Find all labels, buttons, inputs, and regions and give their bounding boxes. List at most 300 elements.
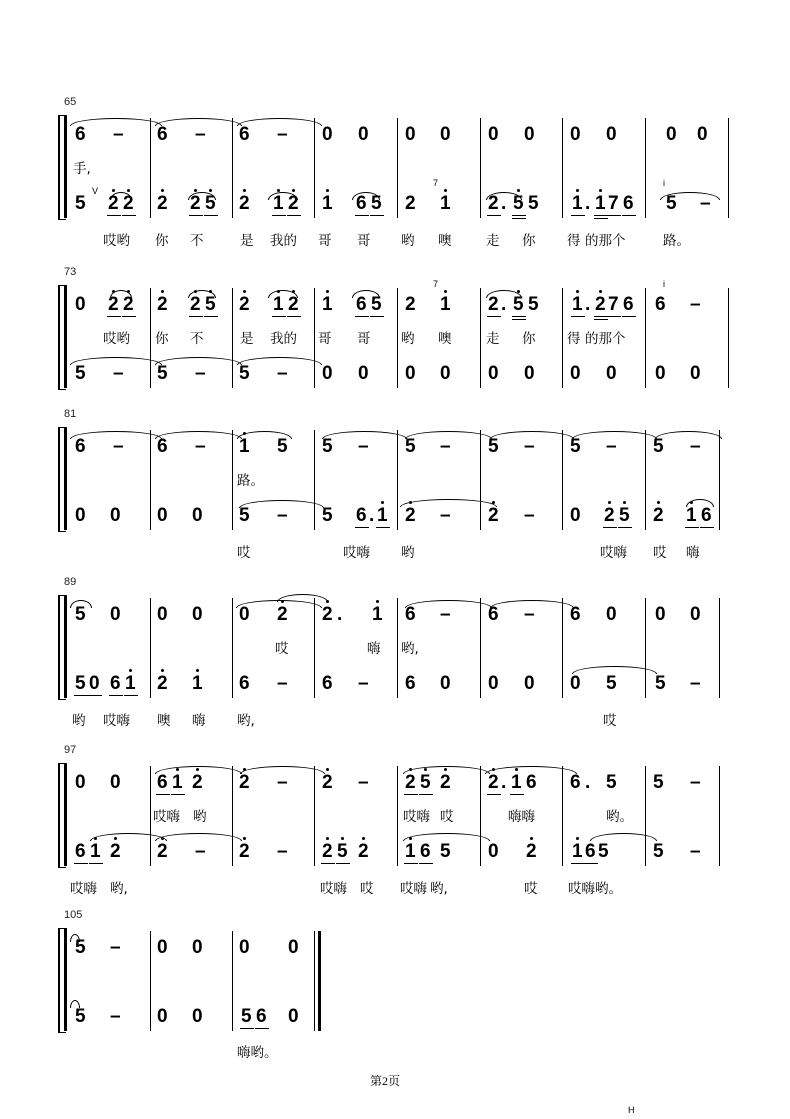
rhythm-underline (487, 215, 501, 216)
octave-dot (112, 189, 115, 192)
barline (232, 931, 233, 1031)
upper-note: 0 (488, 124, 499, 145)
lyric: 噢 (438, 233, 452, 249)
lower-note: 0 (322, 363, 333, 384)
lower-note: 0 (75, 505, 86, 526)
slur (70, 600, 92, 608)
lyric: 哎 (275, 641, 289, 657)
rhythm-underline (156, 794, 170, 795)
upper-note: 0 (75, 772, 86, 793)
rhythm-underline (685, 527, 699, 528)
upper-note: – (440, 436, 451, 457)
upper-note: – (195, 124, 206, 145)
upper-note: 0 (288, 937, 299, 958)
lower-note: 2 (157, 673, 168, 694)
upper-note: 6 (655, 294, 666, 315)
octave-dot (517, 189, 520, 192)
barline (314, 598, 315, 698)
slur (485, 766, 577, 774)
slur (655, 431, 722, 439)
rhythm-underline (88, 695, 102, 696)
lower-note: 0 (570, 363, 581, 384)
upper-note: 2 (190, 294, 201, 315)
lyric: 哟 (72, 713, 86, 729)
upper-note: – (690, 294, 701, 315)
upper-note: – (524, 436, 535, 457)
slur (403, 766, 490, 774)
lyric: 哎嗨 (343, 545, 370, 561)
octave-dot (444, 290, 447, 293)
lower-note: 5 (75, 193, 86, 214)
rhythm-underline (622, 215, 636, 216)
rhythm-underline (618, 527, 632, 528)
slur (403, 833, 490, 841)
octave-dot (444, 189, 447, 192)
upper-note: 5 (653, 436, 664, 457)
rhythm-underline (321, 863, 335, 864)
octave-dot (576, 837, 579, 840)
barline (728, 288, 729, 388)
upper-note: 5 (405, 436, 416, 457)
upper-note: 0 (157, 937, 168, 958)
rhythm-underline (240, 1028, 254, 1029)
barline (645, 430, 646, 530)
slur (237, 357, 322, 365)
system-start-barline (64, 928, 67, 1031)
upper-note: 0 (322, 124, 333, 145)
lyric: 哎嗨哟。 (568, 881, 622, 897)
lower-note: 2 (108, 193, 119, 214)
upper-note: 2 (488, 294, 499, 315)
rhythm-underline (272, 215, 286, 216)
lower-note: 1 (405, 841, 416, 862)
lyric: 得 (567, 233, 581, 249)
upper-note: 0 (358, 124, 369, 145)
rhythm-underline (594, 215, 608, 216)
upper-note: 2 (440, 772, 451, 793)
lower-note: 6 (322, 673, 333, 694)
lyric: 哎哟 (103, 331, 130, 347)
slur (155, 118, 242, 126)
rhythm-underline (700, 527, 714, 528)
lyric: 哟, (237, 713, 255, 729)
barline (150, 598, 151, 698)
octave-dot (209, 189, 212, 192)
upper-note: – (440, 604, 451, 625)
upper-note: 5 (528, 294, 539, 315)
octave-dot (243, 837, 246, 840)
slur (322, 431, 407, 439)
upper-note: 0 (75, 294, 86, 315)
rhythm-underline (607, 316, 621, 317)
lower-note: 5 (322, 505, 333, 526)
lyric: 嗨 (192, 713, 206, 729)
upper-note: 6 (75, 436, 86, 457)
upper-note: 6 (75, 124, 86, 145)
upper-note: 0 (157, 604, 168, 625)
barline (562, 288, 563, 388)
barline (480, 598, 481, 698)
page-footer: 第2页 (370, 1074, 401, 1088)
lower-note: – (113, 363, 124, 384)
lower-note: – (440, 505, 451, 526)
lower-note: . (585, 193, 591, 214)
barline (562, 118, 563, 218)
barline (150, 931, 151, 1031)
barline (480, 118, 481, 218)
rhythm-underline (122, 316, 136, 317)
upper-note: 0 (440, 124, 451, 145)
lower-note: 0 (110, 505, 121, 526)
upper-note: 5 (322, 436, 333, 457)
lower-note: – (277, 505, 288, 526)
upper-note: 5 (371, 294, 382, 315)
measure-number: 89 (64, 576, 77, 588)
barline (480, 430, 481, 530)
lower-note: – (358, 673, 369, 694)
lower-note: 6 (623, 193, 634, 214)
barline (562, 766, 563, 866)
barline (719, 766, 720, 866)
upper-note: 2 (405, 294, 416, 315)
lower-note: 1 (192, 673, 203, 694)
lower-note: 1 (377, 505, 388, 526)
upper-note: 0 (570, 124, 581, 145)
upper-note: 5 (420, 772, 431, 793)
lyric: 走 (486, 233, 500, 249)
lyric: 哥 (357, 233, 371, 249)
lower-note: 5 (606, 673, 617, 694)
upper-note: 5 (513, 294, 524, 315)
lyric: 手, (73, 161, 91, 177)
lower-note: 5 (440, 841, 451, 862)
octave-dot (381, 501, 384, 504)
upper-note: – (195, 436, 206, 457)
lower-note: 0 (192, 505, 203, 526)
lower-note: 5 (239, 363, 250, 384)
lower-note: 0 (570, 673, 581, 694)
slur (240, 766, 325, 774)
lower-note: 0 (524, 673, 535, 694)
octave-dot (599, 189, 602, 192)
rhythm-underline (204, 316, 218, 317)
lower-note: 5 (653, 841, 664, 862)
lyric: 的那个 (585, 331, 626, 347)
measure-number: 65 (64, 96, 77, 108)
lower-note: 0 (440, 363, 451, 384)
slur (70, 431, 162, 439)
lower-note: 5 (337, 841, 348, 862)
lower-note: 2 (358, 841, 369, 862)
upper-note: 6 (157, 124, 168, 145)
lower-note: . (369, 505, 375, 526)
rhythm-underline (109, 695, 123, 696)
rhythm-underline (74, 695, 88, 696)
lyric: 哎 (360, 881, 374, 897)
rhythm-underline (122, 215, 136, 216)
lower-note: 2 (123, 193, 134, 214)
slur (237, 431, 292, 439)
octave-dot (326, 837, 329, 840)
rhythm-underline (487, 316, 501, 317)
lower-note: . (501, 193, 507, 214)
upper-note: – (110, 937, 121, 958)
lyric: 哥 (318, 233, 332, 249)
barline (314, 118, 315, 218)
lower-note: – (277, 841, 288, 862)
lower-note: – (690, 841, 701, 862)
lyric: 嗨哟。 (237, 1045, 278, 1061)
lower-note: 2 (157, 193, 168, 214)
lyric: 哟 (193, 809, 207, 825)
lower-note: 1 (595, 193, 606, 214)
lower-note: 5 (239, 505, 250, 526)
barline (645, 598, 646, 698)
lyric: 哎嗨 (320, 881, 347, 897)
lower-note: 1 (90, 841, 101, 862)
rhythm-underline (355, 215, 369, 216)
barline (150, 766, 151, 866)
octave-dot (576, 290, 579, 293)
lower-note: 0 (488, 673, 499, 694)
octave-dot (292, 189, 295, 192)
lower-note: 1 (322, 193, 333, 214)
slur (239, 500, 324, 508)
lower-note: 0 (570, 505, 581, 526)
upper-note: 2 (157, 294, 168, 315)
lower-note: – (110, 1006, 121, 1027)
barline (150, 288, 151, 388)
lyric: 路。 (237, 473, 264, 489)
lower-note: 1 (440, 193, 451, 214)
rhythm-underline (287, 316, 301, 317)
lower-note: 5 (75, 363, 86, 384)
barline (232, 598, 233, 698)
lower-note: 2 (190, 193, 201, 214)
lyric: 你 (522, 233, 536, 249)
upper-note: 0 (110, 604, 121, 625)
lower-note: 5 (598, 841, 609, 862)
slur (590, 833, 657, 841)
upper-note: 6 (356, 294, 367, 315)
upper-note: – (606, 436, 617, 457)
system-start-barline (64, 595, 67, 698)
rhythm-underline (171, 794, 185, 795)
upper-note: . (501, 294, 507, 315)
lower-note: 2 (653, 505, 664, 526)
upper-note: 0 (192, 937, 203, 958)
rhythm-underline (204, 215, 218, 216)
lower-note: 6 (356, 193, 367, 214)
slur (686, 499, 714, 507)
lyric: 是 (240, 233, 254, 249)
barline (645, 288, 646, 388)
slur (70, 357, 162, 365)
rhythm-underline (571, 215, 585, 216)
lower-note: 2 (526, 841, 537, 862)
lyric: 哟 (401, 545, 415, 561)
lower-note: 5 (241, 1006, 252, 1027)
lower-note: 6 (356, 505, 367, 526)
lyric: 是 (240, 331, 254, 347)
lower-note: 2 (405, 505, 416, 526)
slur (155, 357, 242, 365)
breath-mark: V (92, 186, 99, 196)
upper-note: 5 (653, 772, 664, 793)
rhythm-underline (376, 527, 390, 528)
lower-note: 6 (701, 505, 712, 526)
upper-note: 6 (157, 772, 168, 793)
upper-note: 0 (110, 772, 121, 793)
upper-note: – (113, 436, 124, 457)
lyric: 哥 (357, 331, 371, 347)
octave-dot (341, 837, 344, 840)
slur (237, 118, 322, 126)
barline (314, 430, 315, 530)
barline (232, 766, 233, 866)
upper-note: 0 (239, 604, 250, 625)
upper-note: 6 (526, 772, 537, 793)
rhythm-underline (287, 215, 301, 216)
upper-note: 6 (570, 772, 581, 793)
lower-note: – (690, 673, 701, 694)
lyric: 哟 (401, 233, 415, 249)
upper-note: 2 (192, 772, 203, 793)
lower-note: 2 (488, 505, 499, 526)
upper-note: – (524, 604, 535, 625)
lower-note: 6 (405, 673, 416, 694)
rhythm-underline (419, 794, 433, 795)
barline (397, 766, 398, 866)
rhythm-underline (594, 218, 608, 219)
upper-note: 2 (239, 772, 250, 793)
system-start-barline (64, 115, 67, 218)
lyric: 嗨 (686, 545, 700, 561)
upper-note: 1 (239, 436, 250, 457)
barline (562, 430, 563, 530)
grace-note: i (663, 279, 665, 289)
barline (314, 766, 315, 866)
octave-dot (196, 669, 199, 672)
upper-note: 5 (570, 436, 581, 457)
lyric: 哟, (401, 641, 419, 657)
slur (70, 118, 162, 126)
lyric: 你 (155, 331, 169, 347)
upper-note: 5 (75, 937, 86, 958)
upper-note: 2 (277, 604, 288, 625)
upper-note: 1 (273, 294, 284, 315)
slur (400, 499, 497, 507)
rhythm-underline (404, 794, 418, 795)
slur (405, 431, 492, 439)
lower-note: 5 (157, 363, 168, 384)
rhythm-underline (107, 215, 121, 216)
lower-note: – (277, 363, 288, 384)
upper-note: – (358, 772, 369, 793)
lyric: 噢 (157, 713, 171, 729)
upper-note: 1 (440, 294, 451, 315)
rhythm-underline (584, 863, 598, 864)
lyric: 哟, (430, 881, 448, 897)
lyric: 不 (190, 331, 204, 347)
lyric: 哎 (603, 713, 617, 729)
upper-note: 2 (123, 294, 134, 315)
octave-dot (599, 290, 602, 293)
barline (397, 118, 398, 218)
corner-mark: H (628, 1105, 635, 1115)
slur (155, 431, 242, 439)
upper-note: 6 (405, 604, 416, 625)
upper-note: . (585, 294, 591, 315)
upper-note: 7 (608, 294, 619, 315)
rhythm-underline (370, 215, 384, 216)
upper-note: 6 (157, 436, 168, 457)
lower-note: 2 (604, 505, 615, 526)
barline (719, 430, 720, 530)
upper-note: . (585, 772, 591, 793)
slur (352, 290, 380, 298)
octave-dot (129, 669, 132, 672)
rhythm-underline (107, 316, 121, 317)
lyric: 哎 (440, 809, 454, 825)
upper-note: – (690, 436, 701, 457)
barline (150, 430, 151, 530)
system-start-barline (64, 427, 67, 530)
upper-note: 5 (606, 772, 617, 793)
rhythm-underline (124, 695, 138, 696)
lyric: 不 (190, 233, 204, 249)
octave-dot (326, 768, 329, 771)
rhythm-underline (189, 215, 203, 216)
lyric: 走 (486, 331, 500, 347)
upper-note: 0 (697, 124, 708, 145)
upper-note: 5 (488, 436, 499, 457)
final-barline (318, 931, 321, 1031)
octave-dot (576, 189, 579, 192)
lower-note: – (195, 841, 206, 862)
upper-note: 6 (623, 294, 634, 315)
octave-dot (326, 189, 329, 192)
lyric: 哎嗨 (403, 809, 430, 825)
lower-note: 6 (420, 841, 431, 862)
upper-note: 2 (108, 294, 119, 315)
upper-note: 2 (488, 772, 499, 793)
octave-dot (161, 669, 164, 672)
upper-note: 2 (288, 294, 299, 315)
lower-note: 6 (256, 1006, 267, 1027)
rhythm-underline (355, 316, 369, 317)
lyric: 噢 (438, 331, 452, 347)
upper-note: 0 (655, 604, 666, 625)
upper-note: . (337, 604, 343, 625)
measure-number: 73 (64, 266, 77, 278)
barline (480, 288, 481, 388)
lower-note: 0 (606, 363, 617, 384)
lower-note: 6 (239, 673, 250, 694)
lower-note: 2 (405, 193, 416, 214)
rhythm-underline (74, 863, 88, 864)
slur (660, 192, 720, 200)
lyric: 哎 (653, 545, 667, 561)
barline (232, 430, 233, 530)
lower-note: – (195, 363, 206, 384)
lower-note: 2 (110, 841, 121, 862)
barline (232, 288, 233, 388)
upper-note: 2 (405, 772, 416, 793)
lyric: 哟。 (606, 809, 633, 825)
barline (397, 598, 398, 698)
octave-dot (243, 189, 246, 192)
